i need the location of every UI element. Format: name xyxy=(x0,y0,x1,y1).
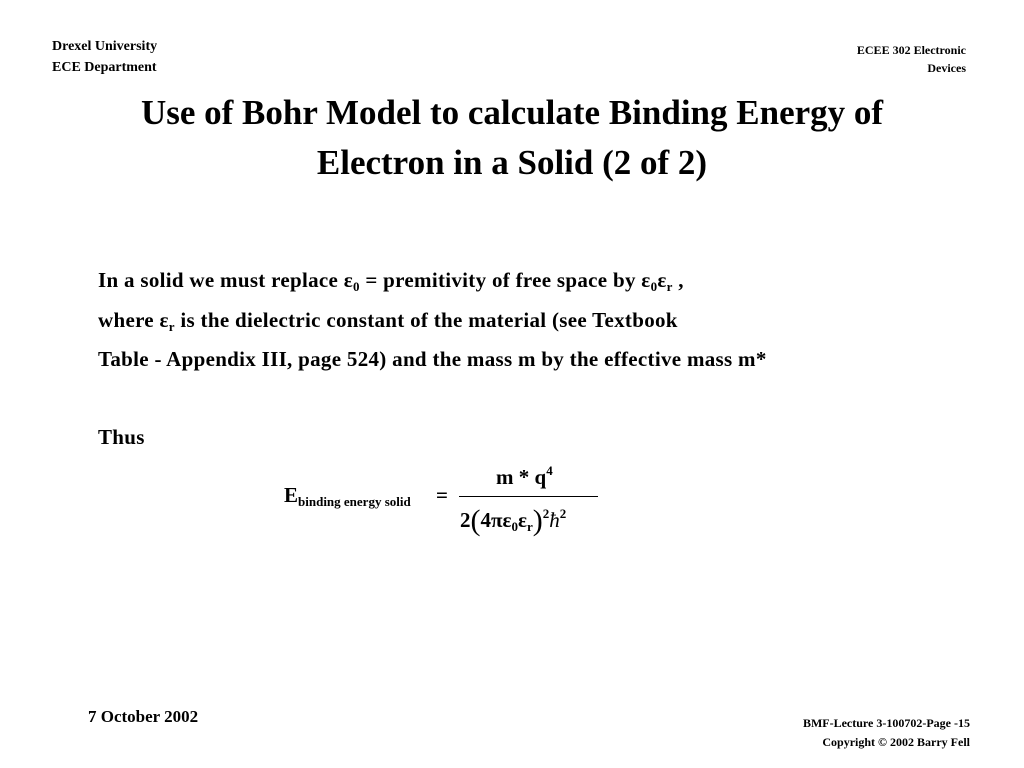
subscript: 0 xyxy=(353,279,360,294)
footer-right xyxy=(803,714,970,752)
subscript: r xyxy=(526,519,533,534)
subscript: 0 xyxy=(650,279,658,294)
footer-date: 7 October 2002 xyxy=(88,707,199,726)
copyright-text: Copyright © 2002 Barry Fell xyxy=(822,735,970,749)
epsilon-symbol: ε xyxy=(657,268,667,292)
text-segment: In a solid we must replace xyxy=(98,268,344,292)
epsilon-symbol: ε xyxy=(502,508,512,532)
equals-sign: = xyxy=(436,483,448,507)
department-name: ECE Department xyxy=(52,60,157,75)
body-line-2 xyxy=(98,308,678,333)
exponent: 2 xyxy=(559,506,567,521)
four-pi: 4π xyxy=(480,508,503,532)
subscript: 0 xyxy=(511,519,518,534)
close-paren: ) xyxy=(532,504,543,537)
exponent: 4 xyxy=(546,463,553,478)
slide-title-line1: Use of Bohr Model to calculate Binding Energy of xyxy=(140,93,884,132)
epsilon-symbol: ε xyxy=(343,268,353,292)
slide-title xyxy=(0,88,1024,188)
open-paren: ( xyxy=(470,504,481,537)
slide-title-line2: Electron in a Solid (2 of 2) xyxy=(316,143,708,182)
fraction-bar xyxy=(459,496,598,497)
text-segment: is the dielectric constant of the material (see Textbook xyxy=(174,308,678,332)
subscript: r xyxy=(168,319,175,334)
header-left xyxy=(52,36,157,78)
course-name-line1: ECEE 302 Electronic xyxy=(856,43,966,57)
epsilon-symbol: ε xyxy=(518,508,527,532)
text-segment: = premitivity of free space by xyxy=(359,268,642,292)
university-name: Drexel University xyxy=(52,39,158,54)
hbar-symbol: ħ xyxy=(549,508,560,532)
body-line-1 xyxy=(98,268,684,293)
header-right xyxy=(857,41,966,77)
numerator-text: m * q xyxy=(496,465,547,489)
page-label: BMF-Lecture 3-100702-Page -15 xyxy=(802,716,970,730)
exponent: 2 xyxy=(542,506,550,521)
binding-energy-equation xyxy=(284,462,614,542)
body-line-thus: Thus xyxy=(98,425,145,449)
fraction-denominator xyxy=(460,504,566,538)
equation-lhs xyxy=(284,483,411,510)
subscript: r xyxy=(666,279,673,294)
body-line-3: Table - Appendix III, page 524) and the mass m by the effective mass m* xyxy=(98,347,767,371)
text-segment: , xyxy=(672,268,684,292)
course-name-line2: Devices xyxy=(927,61,966,75)
fraction-numerator xyxy=(496,465,553,490)
energy-subscript: binding energy solid xyxy=(298,494,411,509)
epsilon-symbol: ε xyxy=(641,268,651,292)
epsilon-symbol: ε xyxy=(159,308,169,332)
den-coefficient: 2 xyxy=(460,508,471,532)
energy-symbol: E xyxy=(284,483,299,507)
text-segment: where xyxy=(98,308,160,332)
